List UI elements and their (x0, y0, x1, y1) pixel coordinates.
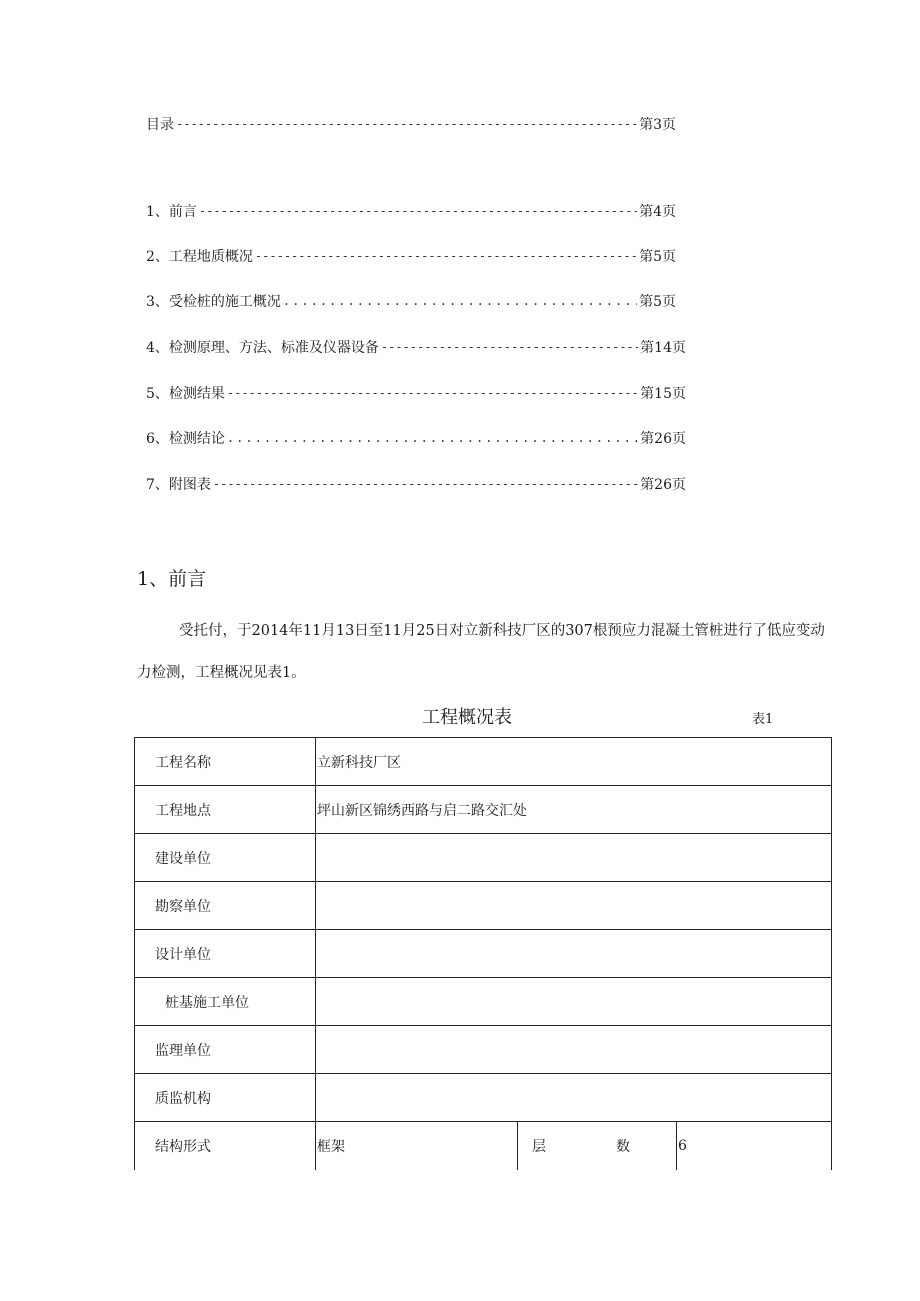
toc-leader (381, 340, 638, 354)
floors-label-a: 层 (532, 1139, 546, 1155)
table-row (135, 930, 832, 978)
toc-entry[interactable] (146, 246, 676, 266)
row-value (316, 834, 832, 882)
toc-title: 6、检测结论 (146, 431, 225, 447)
toc-title: 5、检测结果 (146, 386, 225, 402)
toc-entry[interactable] (146, 474, 686, 494)
section-heading: 1、前言 (137, 568, 207, 590)
row-label: 勘察单位 (135, 882, 316, 930)
structure-subtable (316, 1122, 831, 1170)
intro-paragraph-line1: 受托付，于2014年11月13日至11月25日对立新科技厂区的307根预应力混凝土管桩进行了低应变动 (179, 623, 825, 639)
row-label: 工程名称 (135, 738, 316, 786)
row-label: 监理单位 (135, 1026, 316, 1074)
toc-entry[interactable] (146, 201, 676, 221)
floors-label-b: 数 (616, 1139, 630, 1155)
row-label: 桩基施工单位 (135, 978, 316, 1026)
structure-cells (316, 1122, 832, 1171)
floors-label (518, 1122, 677, 1170)
table-row-structure (135, 1122, 832, 1171)
row-value (316, 978, 832, 1026)
row-label: 结构形式 (135, 1122, 316, 1171)
project-overview-table (134, 737, 832, 1170)
toc-entry[interactable] (146, 383, 686, 403)
toc-title: 1、前言 (146, 204, 197, 220)
toc-page: 第5页 (639, 249, 676, 265)
toc-leader (176, 117, 637, 131)
toc-entry[interactable] (146, 291, 676, 311)
row-label: 建设单位 (135, 834, 316, 882)
toc-leader (227, 431, 638, 445)
toc-leader (227, 386, 638, 400)
toc-entry[interactable] (146, 114, 676, 134)
row-value (316, 882, 832, 930)
row-label: 质监机构 (135, 1074, 316, 1122)
row-value: 坪山新区锦绣西路与启二路交汇处 (316, 786, 832, 834)
table-caption: 工程概况表 (422, 707, 512, 728)
floors-value: 6 (677, 1122, 832, 1170)
toc-title: 7、附图表 (146, 477, 211, 493)
toc-page: 第4页 (639, 204, 676, 220)
toc-page: 第5页 (639, 294, 676, 310)
toc-entry[interactable] (146, 428, 686, 448)
row-label: 工程地点 (135, 786, 316, 834)
toc-title: 3、受检桩的施工概况 (146, 294, 281, 310)
toc-page: 第15页 (640, 386, 686, 402)
toc-title: 2、工程地质概况 (146, 249, 253, 265)
table-label: 表1 (752, 712, 774, 727)
table-row (135, 786, 832, 834)
table-row (135, 738, 832, 786)
table-row (135, 882, 832, 930)
table-row (135, 978, 832, 1026)
toc-page: 第26页 (640, 477, 686, 493)
row-label: 设计单位 (135, 930, 316, 978)
toc-page: 第14页 (640, 340, 686, 356)
table-row (135, 834, 832, 882)
structure-value: 框架 (317, 1139, 345, 1155)
toc-title: 目录 (146, 117, 174, 133)
table-row (135, 1074, 832, 1122)
row-value (316, 1026, 832, 1074)
row-value (316, 930, 832, 978)
table-row (135, 1026, 832, 1074)
toc-leader (255, 249, 637, 263)
toc-entry[interactable] (146, 337, 686, 357)
toc-page: 第3页 (639, 117, 676, 133)
toc-title: 4、检测原理、方法、标准及仪器设备 (146, 340, 379, 356)
toc-leader (199, 204, 637, 218)
intro-paragraph-line2: 力检测，工程概况见表1。 (137, 665, 306, 681)
row-value (316, 1074, 832, 1122)
toc-page: 第26页 (640, 431, 686, 447)
row-value: 立新科技厂区 (316, 738, 832, 786)
toc-leader (213, 477, 638, 491)
toc-leader (283, 294, 637, 308)
